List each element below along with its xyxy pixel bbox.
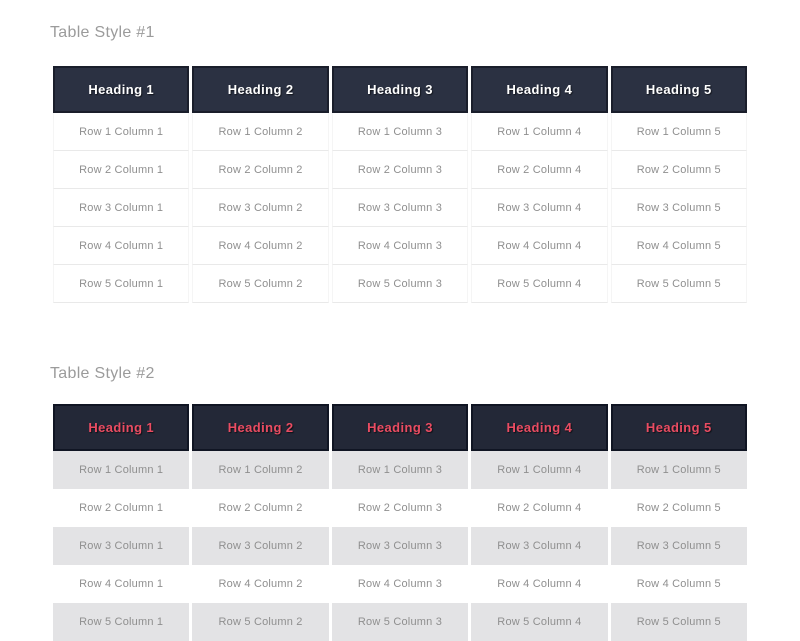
column-header: Heading 3 xyxy=(332,404,468,451)
table-style-2-title: Table Style #2 xyxy=(50,365,155,382)
table-cell: Row 3 Column 1 xyxy=(53,527,189,565)
table-cell: Row 5 Column 1 xyxy=(53,603,189,641)
column-header: Heading 1 xyxy=(53,66,189,113)
table-row xyxy=(53,227,747,265)
table-cell: Row 1 Column 5 xyxy=(611,451,747,489)
column-header: Heading 3 xyxy=(332,66,468,113)
header-row xyxy=(53,404,747,451)
table-cell: Row 5 Column 2 xyxy=(192,603,328,641)
table-cell: Row 5 Column 5 xyxy=(611,603,747,641)
table-style-1 xyxy=(50,66,750,303)
table-row xyxy=(53,189,747,227)
table-cell: Row 2 Column 1 xyxy=(53,151,189,189)
table-cell: Row 3 Column 2 xyxy=(192,527,328,565)
table-row xyxy=(53,603,747,641)
table-cell: Row 5 Column 3 xyxy=(332,265,468,303)
table-cell: Row 2 Column 5 xyxy=(611,151,747,189)
column-header: Heading 5 xyxy=(611,66,747,113)
table-cell: Row 5 Column 3 xyxy=(332,603,468,641)
table-cell: Row 3 Column 4 xyxy=(471,189,607,227)
header-row xyxy=(53,66,747,113)
table-row xyxy=(53,151,747,189)
column-header: Heading 5 xyxy=(611,404,747,451)
table-style-2-body xyxy=(53,451,747,641)
table-cell: Row 2 Column 3 xyxy=(332,151,468,189)
table-cell: Row 1 Column 3 xyxy=(332,113,468,151)
column-header: Heading 4 xyxy=(471,404,607,451)
column-header: Heading 1 xyxy=(53,404,189,451)
table-cell: Row 2 Column 2 xyxy=(192,489,328,527)
table-cell: Row 2 Column 2 xyxy=(192,151,328,189)
table-cell: Row 2 Column 3 xyxy=(332,489,468,527)
table-cell: Row 5 Column 5 xyxy=(611,265,747,303)
table-row xyxy=(53,265,747,303)
table-style-1-body xyxy=(53,113,747,303)
table-cell: Row 3 Column 1 xyxy=(53,189,189,227)
table-cell: Row 3 Column 3 xyxy=(332,189,468,227)
table-cell: Row 2 Column 4 xyxy=(471,489,607,527)
table-cell: Row 5 Column 4 xyxy=(471,265,607,303)
table-cell: Row 4 Column 4 xyxy=(471,565,607,603)
table-cell: Row 1 Column 4 xyxy=(471,451,607,489)
table-cell: Row 1 Column 2 xyxy=(192,113,328,151)
table-cell: Row 4 Column 1 xyxy=(53,565,189,603)
table-cell: Row 3 Column 5 xyxy=(611,527,747,565)
table-cell: Row 1 Column 3 xyxy=(332,451,468,489)
table-style-1-section xyxy=(50,23,750,303)
table-cell: Row 4 Column 3 xyxy=(332,227,468,265)
table-row xyxy=(53,451,747,489)
table-cell: Row 1 Column 2 xyxy=(192,451,328,489)
table-cell: Row 4 Column 2 xyxy=(192,565,328,603)
table-cell: Row 3 Column 2 xyxy=(192,189,328,227)
table-cell: Row 3 Column 5 xyxy=(611,189,747,227)
table-row xyxy=(53,489,747,527)
table-style-1-title: Table Style #1 xyxy=(50,24,155,41)
column-header: Heading 2 xyxy=(192,66,328,113)
table-cell: Row 5 Column 2 xyxy=(192,265,328,303)
table-cell: Row 4 Column 2 xyxy=(192,227,328,265)
table-style-1-head xyxy=(53,66,747,113)
table-style-2 xyxy=(50,404,750,641)
table-cell: Row 4 Column 5 xyxy=(611,565,747,603)
column-header: Heading 4 xyxy=(471,66,607,113)
table-cell: Row 2 Column 1 xyxy=(53,489,189,527)
table-cell: Row 1 Column 4 xyxy=(471,113,607,151)
table-cell: Row 4 Column 4 xyxy=(471,227,607,265)
table-cell: Row 5 Column 1 xyxy=(53,265,189,303)
table-cell: Row 5 Column 4 xyxy=(471,603,607,641)
table-style-2-section xyxy=(50,364,750,641)
table-style-2-head xyxy=(53,404,747,451)
table-row xyxy=(53,527,747,565)
table-cell: Row 1 Column 1 xyxy=(53,113,189,151)
table-cell: Row 4 Column 5 xyxy=(611,227,747,265)
table-cell: Row 2 Column 4 xyxy=(471,151,607,189)
table-row xyxy=(53,113,747,151)
table-cell: Row 3 Column 3 xyxy=(332,527,468,565)
table-row xyxy=(53,565,747,603)
column-header: Heading 2 xyxy=(192,404,328,451)
table-cell: Row 4 Column 1 xyxy=(53,227,189,265)
table-cell: Row 1 Column 5 xyxy=(611,113,747,151)
table-cell: Row 3 Column 4 xyxy=(471,527,607,565)
table-cell: Row 2 Column 5 xyxy=(611,489,747,527)
table-cell: Row 4 Column 3 xyxy=(332,565,468,603)
table-cell: Row 1 Column 1 xyxy=(53,451,189,489)
